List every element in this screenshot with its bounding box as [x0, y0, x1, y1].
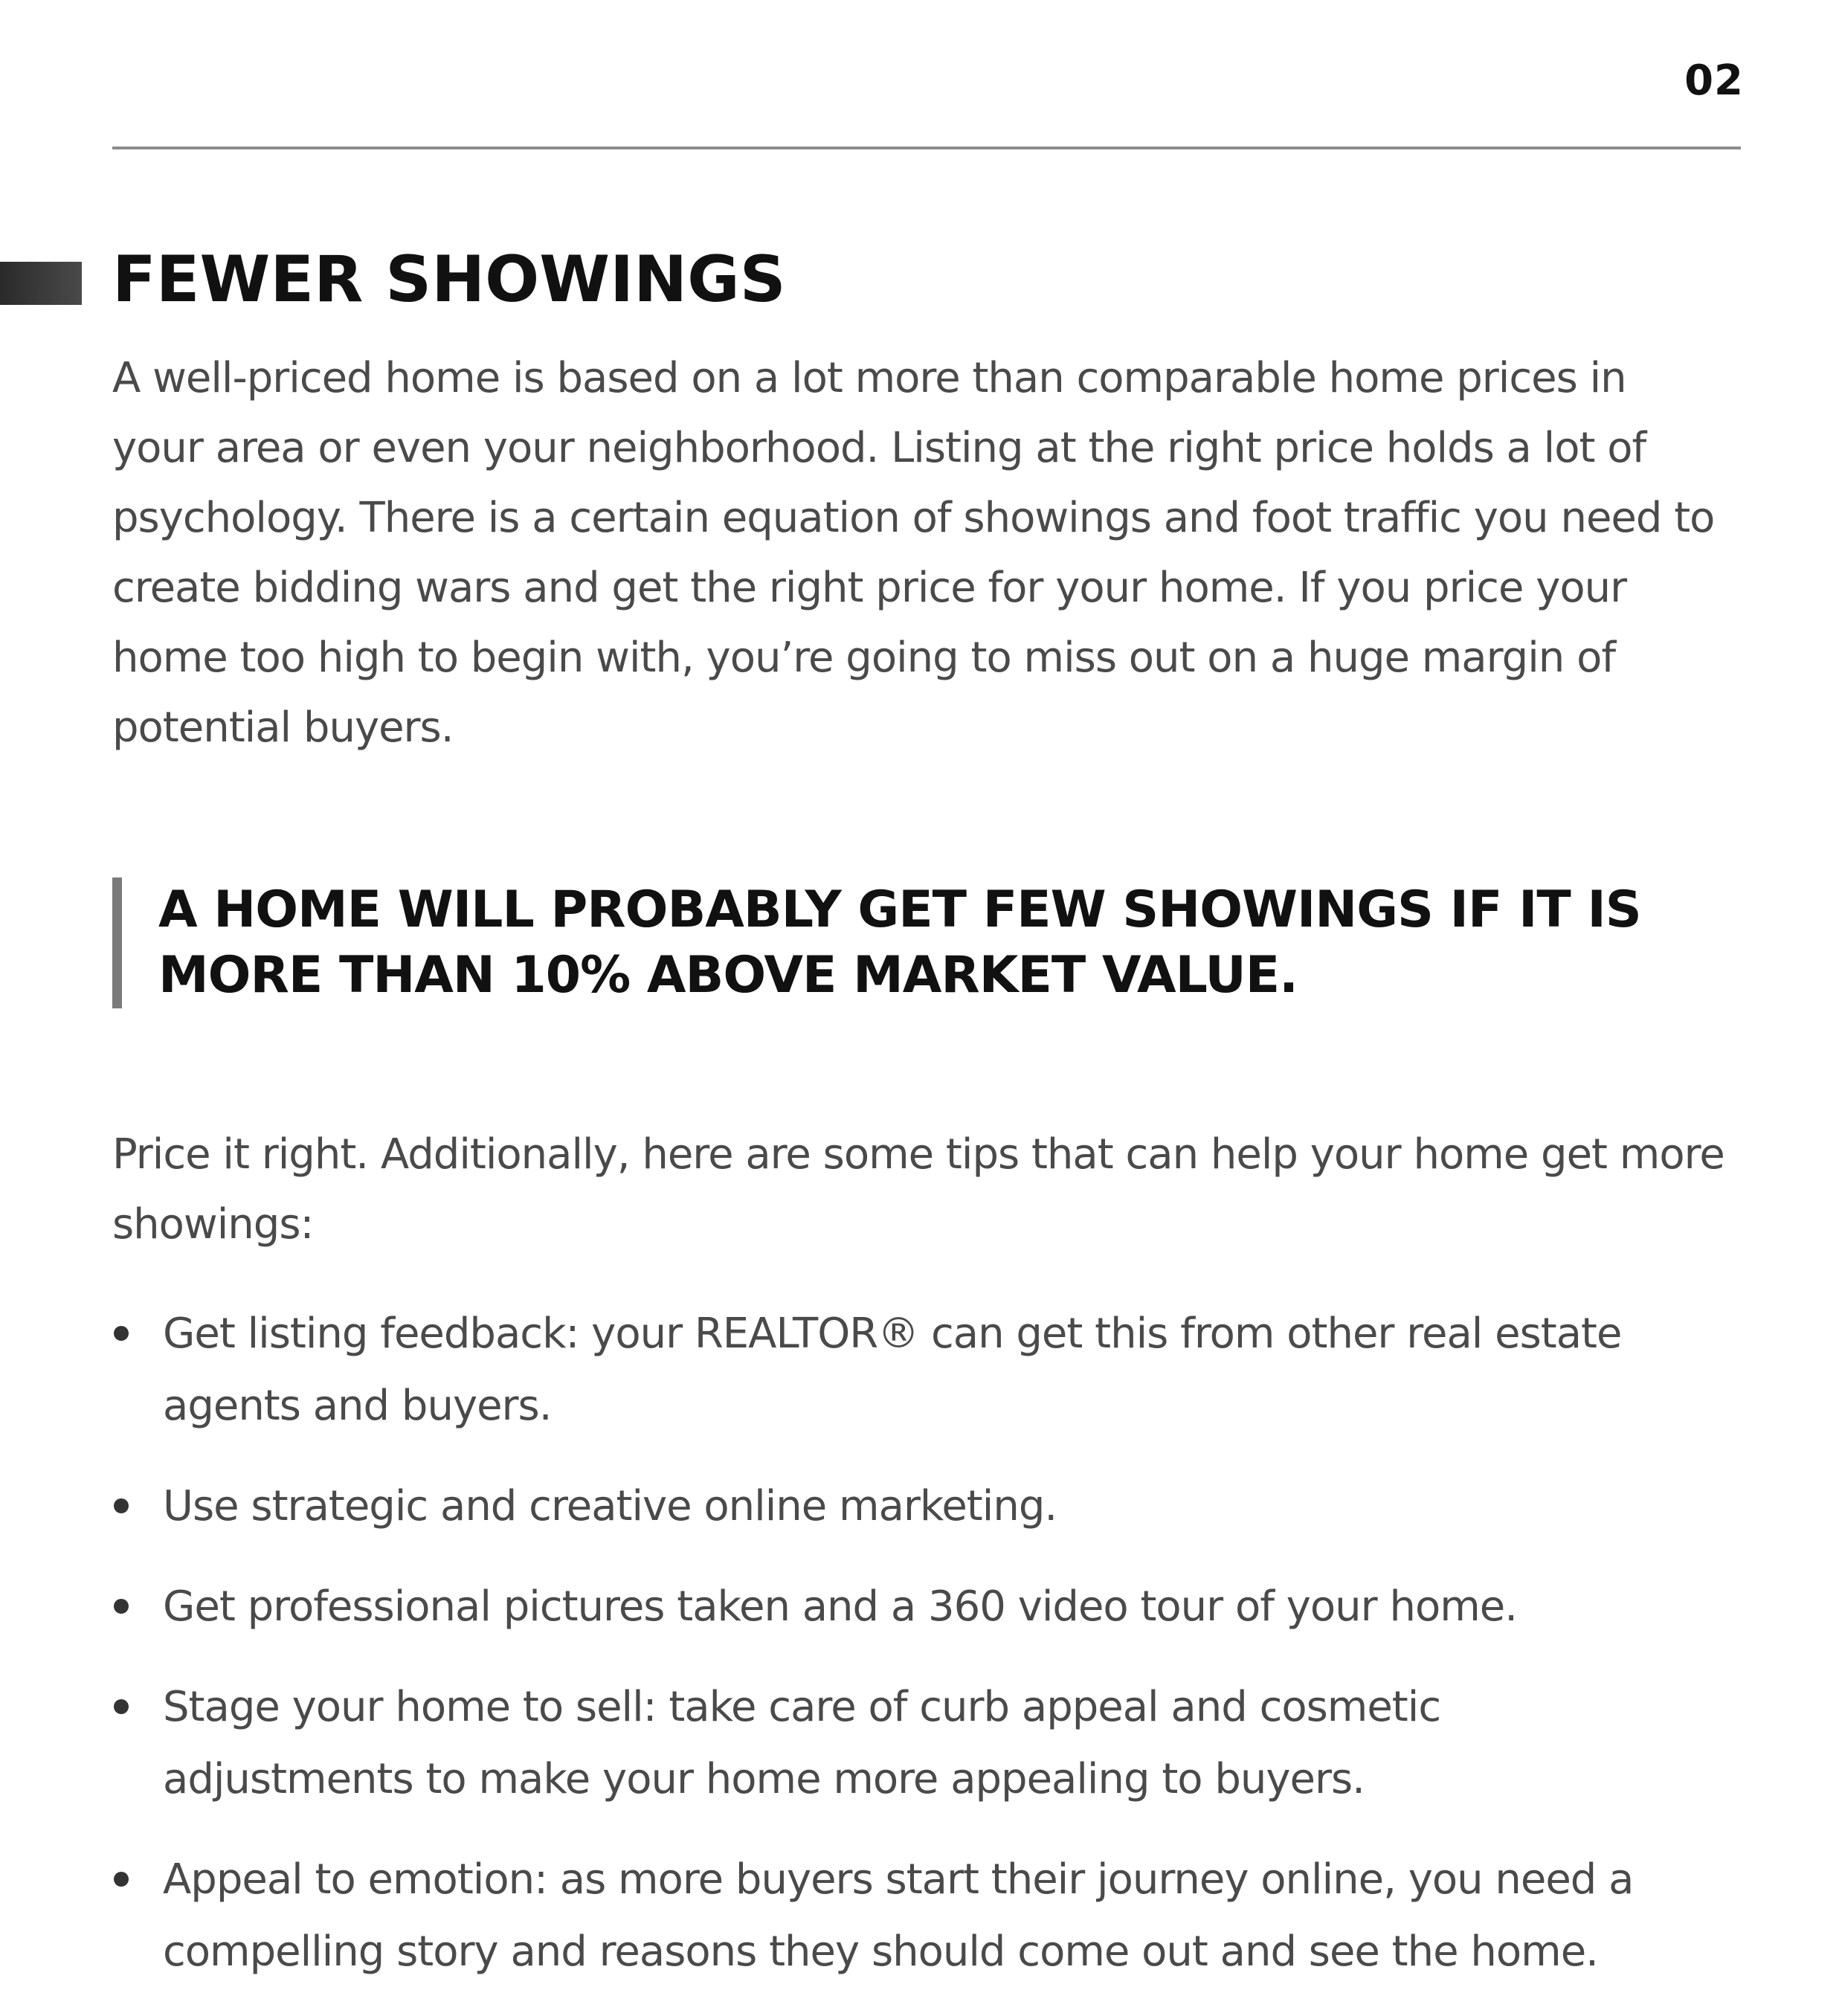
lead-line: Price it right. Additionally, here are some tips that can help your home get more	[112, 1130, 1724, 1179]
tips-list	[112, 1298, 1689, 2016]
intro-paragraph	[112, 344, 1763, 763]
section-title: FEWER SHOWINGS	[112, 242, 786, 317]
pull-quote-line: A HOME WILL PROBABLY GET FEW SHOWINGS IF IT IS	[158, 880, 1641, 939]
tip-text	[163, 1470, 1635, 1542]
tip-item-professional-pictures	[112, 1571, 1689, 1643]
tip-item-appeal-to-emotion	[112, 1843, 1689, 1988]
intro-line: potential buyers.	[112, 703, 454, 752]
tip-line: adjustments to make your home more appealing to buyers.	[163, 1755, 1365, 1803]
tip-item-stage-home	[112, 1671, 1689, 1815]
bullet-icon	[114, 1872, 129, 1887]
pull-quote-text	[158, 877, 1757, 1008]
tip-item-online-marketing	[112, 1470, 1689, 1542]
bullet-icon	[114, 1599, 129, 1614]
tip-line: Get professional pictures taken and a 360 video tour of your home.	[163, 1582, 1518, 1631]
intro-line: your area or even your neighborhood. Listing at the right price holds a lot of	[112, 424, 1646, 472]
tip-text	[163, 1298, 1635, 1442]
tip-line: Use strategic and creative online marketing.	[163, 1482, 1057, 1530]
intro-line: psychology. There is a certain equation of showings and foot traffic you need to	[112, 494, 1715, 542]
bullet-icon	[114, 1699, 129, 1714]
bullet-icon	[114, 1498, 129, 1513]
header-divider	[112, 146, 1741, 149]
intro-line: A well-priced home is based on a lot more than comparable home prices in	[112, 354, 1626, 402]
tip-line: agents and buyers.	[163, 1382, 552, 1430]
tip-text	[163, 1671, 1635, 1815]
tip-text	[163, 1571, 1635, 1643]
tip-line: Stage your home to sell: take care of curb appeal and cosmetic	[163, 1683, 1441, 1731]
section-marker	[0, 262, 82, 305]
tip-line: compelling story and reasons they should come out and see the home.	[163, 1928, 1598, 1976]
pull-quote-line: MORE THAN 10% ABOVE MARKET VALUE.	[158, 946, 1298, 1005]
page-number: 02	[1684, 57, 1744, 105]
tip-line: Appeal to emotion: as more buyers start their journey online, you need a	[163, 1855, 1634, 1904]
tip-item-listing-feedback	[112, 1298, 1689, 1442]
tips-lead-paragraph	[112, 1120, 1763, 1260]
tip-line: Get listing feedback: your REALTOR® can get this from other real estate	[163, 1310, 1622, 1358]
pull-quote	[112, 877, 1748, 1008]
tip-text	[163, 1843, 1635, 1988]
intro-line: home too high to begin with, you’re going to miss out on a huge margin of	[112, 634, 1616, 682]
lead-line: showings:	[112, 1200, 314, 1249]
bullet-icon	[114, 1326, 129, 1341]
intro-line: create bidding wars and get the right price for your home. If you price your	[112, 564, 1627, 612]
pull-quote-bar	[112, 877, 122, 1008]
